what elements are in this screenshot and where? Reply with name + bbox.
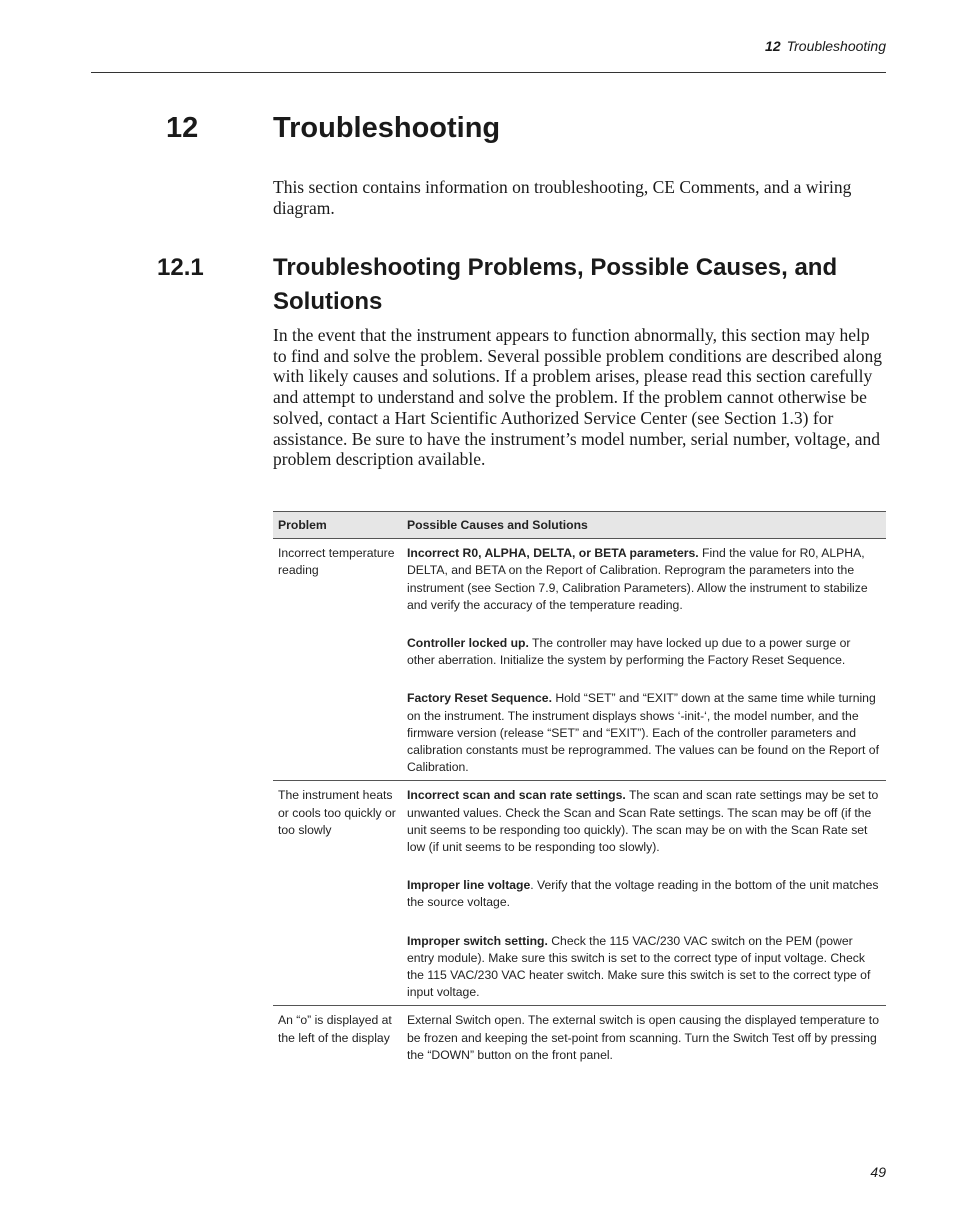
causes-cell [402,781,886,1006]
cause-title: Incorrect scan and scan rate settings. [407,788,626,803]
running-head [765,38,886,54]
section-body: In the event that the instrument appears to function abnormally, this section may help to find and solve the problem. Several possible problem conditions are described along with likely causes and solutions. If a problem arises, please read this section carefully and attempt to understand and solve the problem. If the problem cannot otherwise be solved, contact a Hart Scientific Authorized Service Center (see Section 1.3) for assistance. Be sure to have the instrument’s model number, serial number, voltage, and problem description available. [273,325,882,470]
problem-cell: An “o” is displayed at the left of the display [278,1013,392,1045]
cause-entry [407,787,881,856]
cause-title: Improper line voltage [407,878,531,893]
cause-entry [407,1012,881,1064]
cause-text: Hold “SET” and “EXIT” down at the same time while turning on the instrument. The instrument displays shows ‘-init-‘, the model number, and the firmware version (release “SET” and “EXIT”). Each of the controller parameters and calibration constants must be reprogrammed. The values can be found on the Report of Calibration. [407,691,879,775]
section-number: 12.1 [157,254,204,281]
cause-text: The scan and scan rate settings may be set to unwanted values. Check the Scan and Scan Rate settings. The scan may be off (if the unit seems to be responding too quickly). The scan may be on with the Scan Rate set low (if unit seems to be responding too slowly). [407,788,879,855]
cause-text: External Switch open. The external switch is open causing the displayed temperature to be frozen and keeping the set-point from scanning. Turn the Switch Test off by pressing the “DOWN” button on the front panel. [407,1013,879,1062]
running-head-title: Troubleshooting [786,38,886,54]
cause-title: Controller locked up. [407,636,529,651]
cause-title: Improper switch setting. [407,933,548,948]
cause-title: Factory Reset Sequence. [407,691,552,706]
cause-title: Incorrect R0, ALPHA, DELTA, or BETA parameters. [407,546,699,561]
header-rule [91,72,886,73]
page-number: 49 [870,1164,886,1180]
causes-cell [402,539,886,781]
chapter-title: Troubleshooting [273,112,501,144]
chapter-number: 12 [166,112,199,144]
cause-entry [407,545,881,614]
cause-text: Check the 115 VAC/230 VAC switch on the PEM (power entry module). Make sure this switch is set to the correct type of input voltage. Check the 115 VAC/230 VAC heater switch. Make sure this switch is set to the correct type of input voltage. [407,933,871,1000]
intro-paragraph: This section contains information on troubleshooting, CE Comments, and a wiring diagram. [273,177,852,218]
causes-column-header: Possible Causes and Solutions [402,512,886,539]
cause-text: . Verify that the voltage reading in the bottom of the unit matches the source voltage. [407,878,879,910]
cause-entry [407,877,881,911]
table-row [273,1006,886,1068]
cause-entry [407,690,881,776]
running-head-number: 12 [765,38,781,54]
cause-entry [407,933,881,1002]
problem-cell: The instrument heats or cools too quickly or too slowly [273,781,402,1006]
table-header-row [273,512,886,539]
causes-cell [402,1006,886,1068]
section-title: Troubleshooting Problems, Possible Causes, and Solutions [273,254,838,315]
table-row [273,781,886,1006]
problem-column-header: Problem [273,512,402,539]
cause-text: The controller may have locked up due to a power surge or other aberration. Initialize the system by performing the Factory Reset Sequence. [407,636,851,668]
cause-entry [407,635,881,669]
problem-cell: Incorrect temperature reading [273,539,402,781]
troubleshooting-table [273,511,886,1068]
table-row [273,539,886,781]
cause-text: Find the value for R0, ALPHA, DELTA, and BETA on the Report of Calibration. Reprogram the parameters into the instrument (see Section 7.9, Calibration Parameters). Allow the instrument to stabilize and verify the accuracy of the temperature reading. [407,546,868,612]
